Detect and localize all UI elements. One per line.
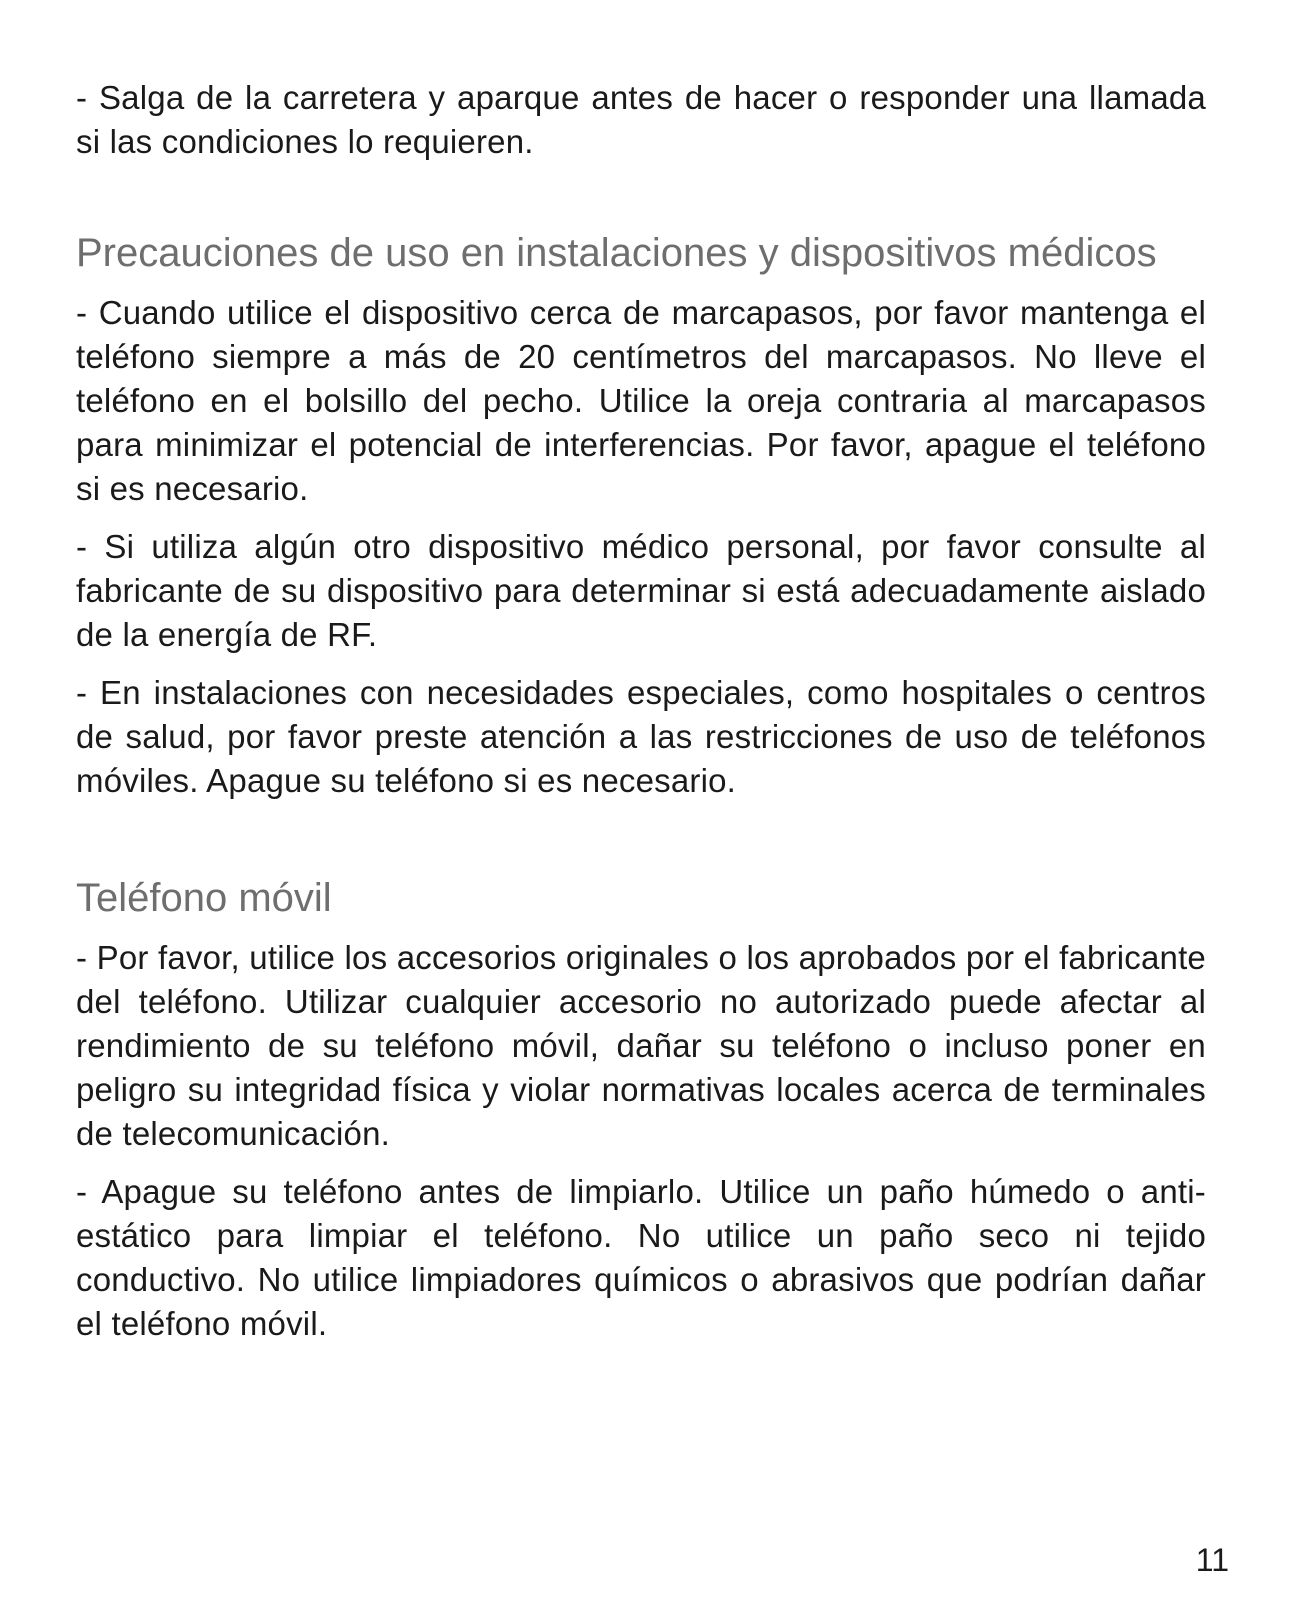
section-mobile-phone	[76, 873, 1206, 1346]
paragraph-accessories: - Por favor, utilice los accesorios originales o los aprobados por el fabricante del teléfono. Utilizar cualquier accesorio no autorizado puede afectar al rendimiento de su teléfono móvil, dañar su teléfono o incluso poner en peligro su integridad física y violar normativas locales acerca de terminales de telecomunicación.	[76, 939, 1206, 1152]
section-medical-devices	[76, 228, 1206, 803]
section-heading-mobile-phone: Teléfono móvil	[76, 876, 332, 920]
intro-paragraph: - Salga de la carretera y aparque antes de hacer o responder una llamada si las condiciones lo requieren.	[76, 79, 1206, 160]
section-heading-medical-devices: Precauciones de uso en instalaciones y dispositivos médicos	[76, 231, 1157, 275]
page-number: 11	[1195, 1542, 1229, 1578]
paragraph-pacemakers: - Cuando utilice el dispositivo cerca de marcapasos, por favor mantenga el teléfono siempre a más de 20 centímetros del marcapasos. No lleve el teléfono en el bolsillo del pecho. Utilice la oreja contraria al marcapasos para minimizar el potencial de interferencias. Por favor, apague el teléfono si es necesario.	[76, 294, 1206, 507]
paragraph-special-facilities: - En instalaciones con necesidades especiales, como hospitales o centros de salud, por favor preste atención a las restricciones de uso de teléfonos móviles. Apague su teléfono si es necesario.	[76, 674, 1206, 799]
document-page	[76, 76, 1206, 1346]
paragraph-cleaning: - Apague su teléfono antes de limpiarlo. Utilice un paño húmedo o anti-estático para limpiar el teléfono. No utilice un paño seco ni tejido conductivo. No utilice limpiadores químicos o abrasivos que podrían dañar el teléfono móvil.	[76, 1173, 1206, 1342]
paragraph-personal-medical-device: - Si utiliza algún otro dispositivo médico personal, por favor consulte al fabricante de su dispositivo para determinar si está adecuadamente aislado de la energía de RF.	[76, 528, 1206, 653]
